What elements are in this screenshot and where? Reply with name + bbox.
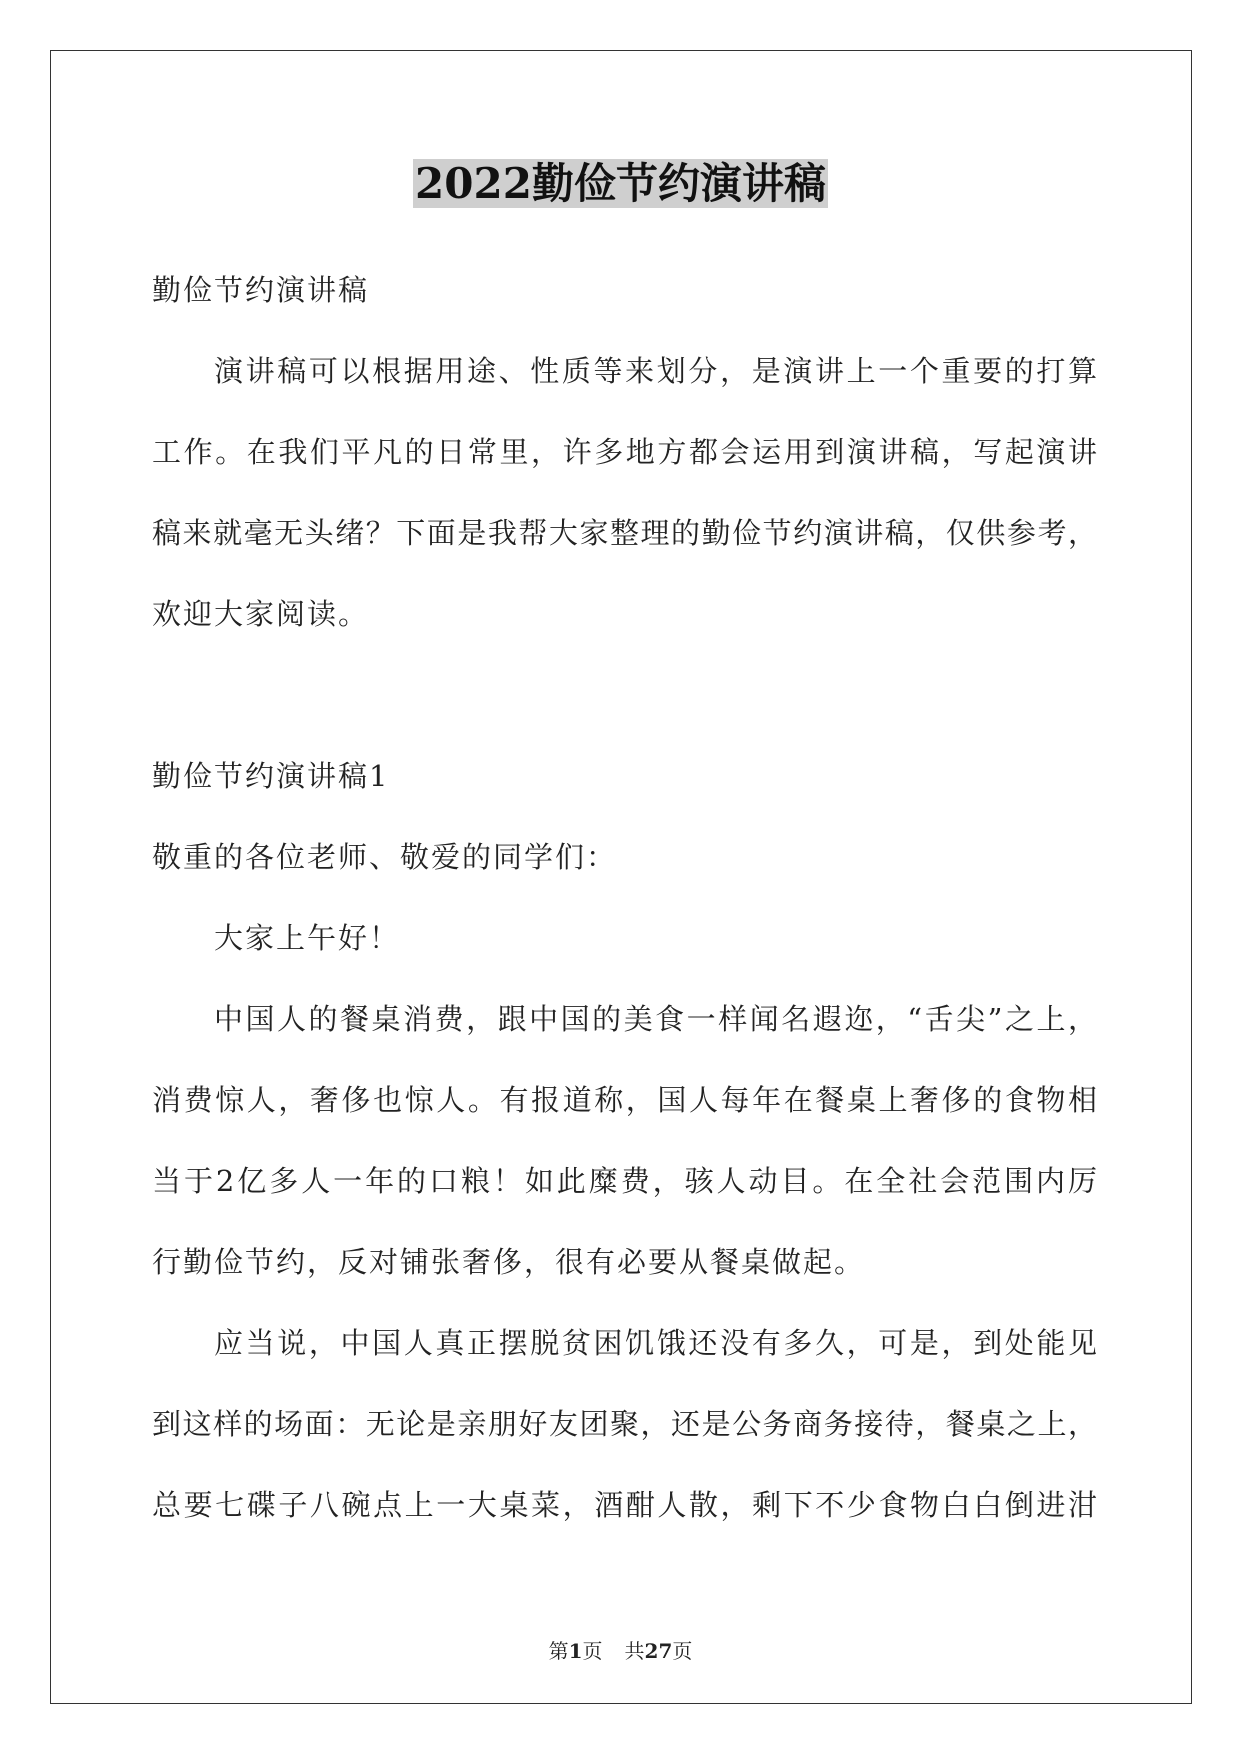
section-gap — [152, 665, 1097, 746]
footer-page-prefix: 第 — [548, 1639, 569, 1663]
paragraph2-line-2: 到这样的场面：无论是亲朋好友团聚，还是公务商务接待，餐桌之上， — [152, 1407, 1097, 1441]
footer-total-suffix: 页 — [672, 1639, 693, 1663]
document-title-text: 2022勤俭节约演讲稿 — [415, 159, 826, 208]
subtitle: 勤俭节约演讲稿 — [152, 273, 370, 307]
intro-line-4: 欢迎大家阅读。 — [152, 597, 370, 631]
paragraph2-line-1: 应当说，中国人真正摆脱贫困饥饿还没有多久，可是，到处能见 — [214, 1326, 1097, 1360]
footer-page-number: 1 — [568, 1639, 583, 1663]
paragraph1-line-4: 行勤俭节约，反对铺张奢侈，很有必要从餐桌做起。 — [152, 1245, 866, 1279]
section-heading: 勤俭节约演讲稿1 — [152, 759, 390, 793]
footer-total-pages: 27 — [644, 1639, 673, 1663]
paragraph1-line-3: 当于2亿多人一年的口粮！如此糜费，骇人动目。在全社会范围内厉 — [152, 1164, 1097, 1198]
paragraph2-line-3: 总要七碟子八碗点上一大桌菜，酒酣人散，剩下不少食物白白倒进泔 — [152, 1488, 1097, 1522]
document-title — [0, 156, 1241, 212]
paragraph1-line-1: 中国人的餐桌消费，跟中国的美食一样闻名遐迩，“舌尖”之上， — [214, 1002, 1097, 1036]
intro-line-1: 演讲稿可以根据用途、性质等来划分，是演讲上一个重要的打算 — [214, 354, 1097, 388]
intro-line-2: 工作。在我们平凡的日常里，许多地方都会运用到演讲稿，写起演讲 — [152, 435, 1097, 469]
greeting: 大家上午好！ — [214, 921, 401, 955]
intro-line-3: 稿来就毫无头绪？下面是我帮大家整理的勤俭节约演讲稿，仅供参考， — [152, 516, 1097, 550]
page-footer — [0, 1635, 1241, 1664]
footer-total-prefix: 共 — [624, 1639, 645, 1663]
footer-page-suffix: 页 — [582, 1639, 603, 1663]
salutation: 敬重的各位老师、敬爱的同学们： — [152, 840, 618, 874]
paragraph1-line-2: 消费惊人，奢侈也惊人。有报道称，国人每年在餐桌上奢侈的食物相 — [152, 1083, 1097, 1117]
document-body — [152, 260, 1097, 1556]
